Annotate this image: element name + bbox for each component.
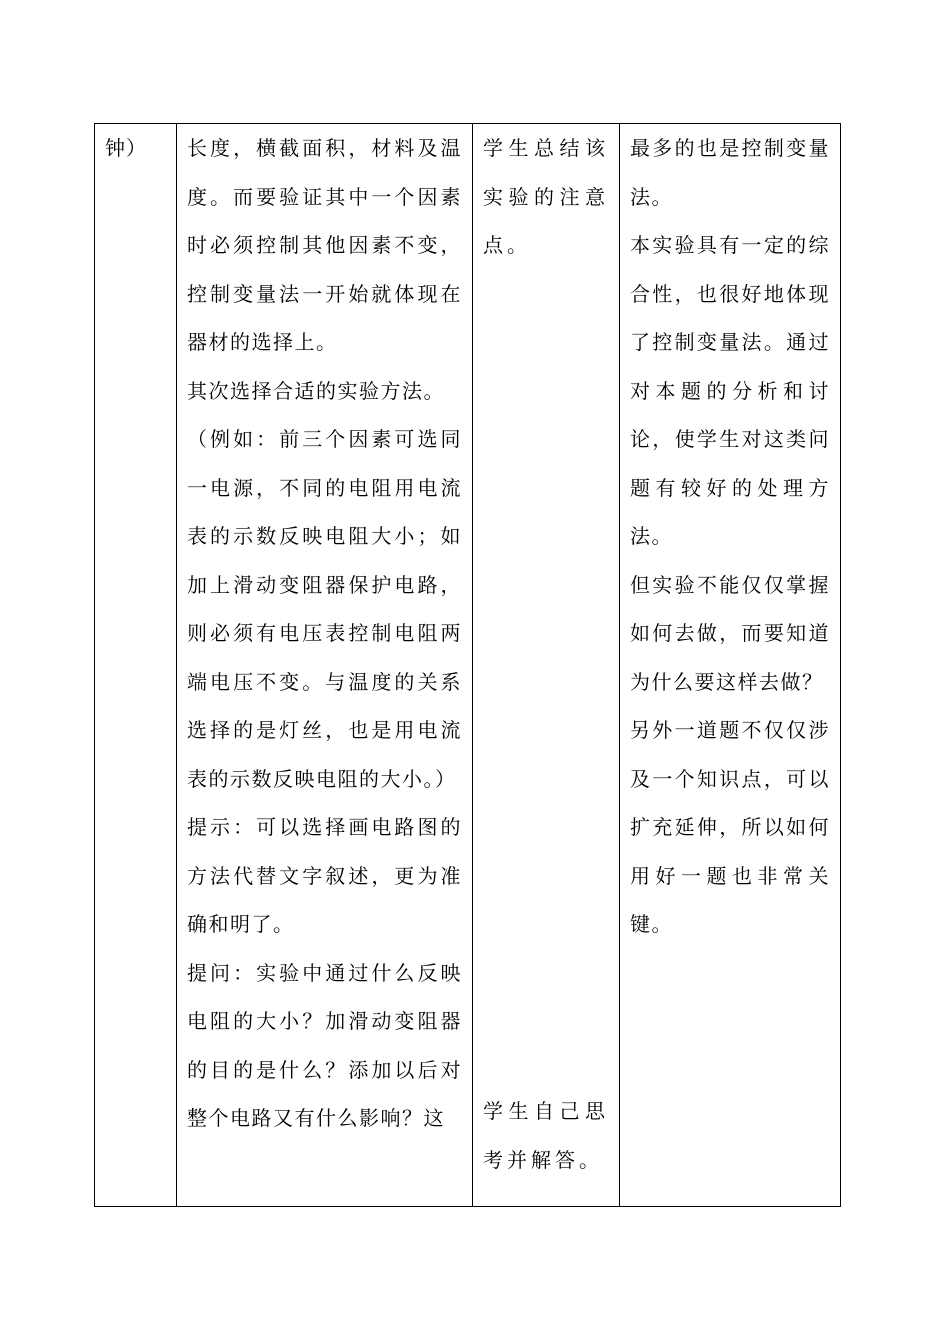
teacher-activity-column (177, 124, 473, 1206)
design-notes-column (620, 124, 840, 1206)
time-text: 钟） (105, 136, 147, 160)
notes-paragraph-1: 最多的也是控制变量法。 (630, 136, 830, 209)
teacher-paragraph-4: 提示：可以选择画电路图的方法代替文字叙述，更为准确和明了。 (187, 815, 462, 936)
student-activity-column (473, 124, 620, 1206)
teacher-paragraph-1: 长度，横截面积，材料及温度。而要验证其中一个因素时必须控制其他因素不变，控制变量法一开始就体现在器材的选择上。 (187, 136, 462, 354)
notes-paragraph-3: 但实验不能仅仅掌握如何去做，而要知道为什么要这样去做？ (630, 572, 830, 694)
student-bottom-block (483, 1087, 609, 1184)
teacher-paragraph-5: 提问：实验中通过什么反映电阻的大小？加滑动变阻器的目的是什么？添加以后对整个电路又有什么影响？这 (187, 960, 462, 1130)
lesson-plan-table (94, 123, 841, 1207)
time-column (95, 124, 177, 1206)
teacher-paragraph-2: 其次选择合适的实验方法。 (187, 378, 445, 403)
student-text-top: 学生总结该实验的注意点。 (483, 136, 609, 257)
notes-paragraph-4: 另外一道题不仅仅涉及一个知识点，可以扩充延伸，所以如何用好一题也非常关键。 (630, 718, 830, 936)
notes-paragraph-2: 本实验具有一定的综合性，也很好地体现了控制变量法。通过对本题的分析和讨论，使学生对这类问题有较好的处理方法。 (630, 233, 830, 548)
student-text-bottom: 学生自己思考并解答。 (483, 1099, 609, 1172)
teacher-paragraph-3: （例如：前三个因素可选同一电源，不同的电阻用电流表的示数反映电阻大小；如加上滑动变阻器保护电路，则必须有电压表控制电阻两端电压不变。与温度的关系选择的是灯丝，也是用电流表的示数反映电阻的大小。） (187, 427, 462, 791)
